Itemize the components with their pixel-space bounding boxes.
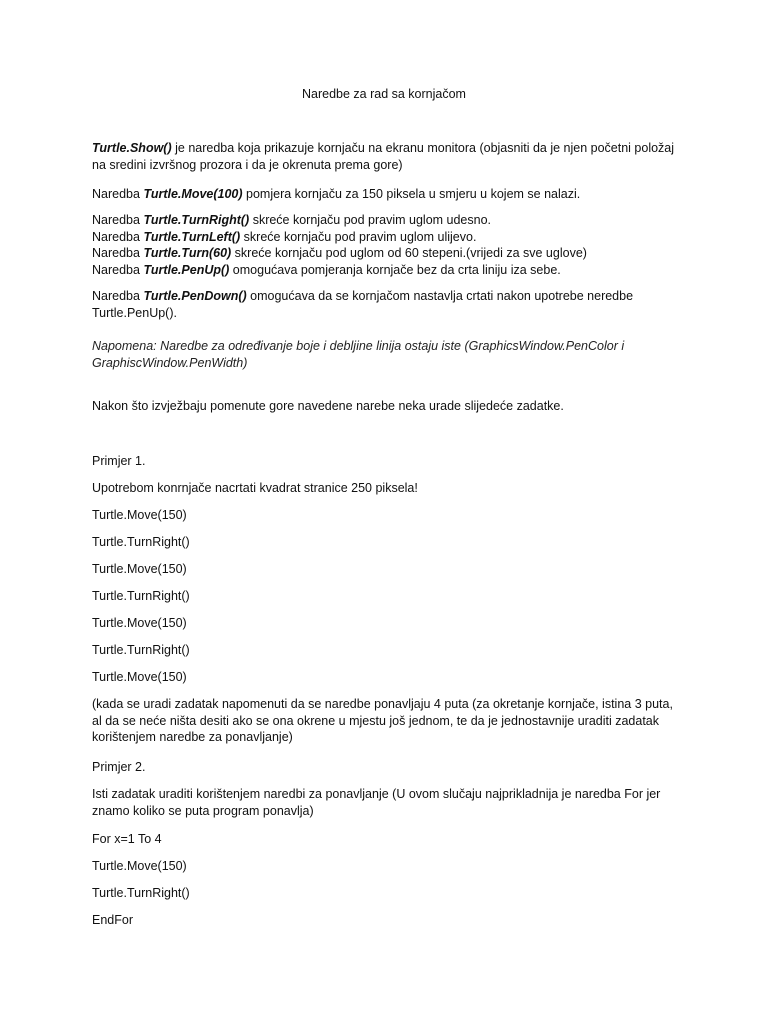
- code-line: Turtle.TurnRight(): [92, 535, 190, 549]
- code-line: Turtle.Move(150): [92, 562, 187, 576]
- example1-comment: (kada se uradi zadatak napomenuti da se naredbe ponavljaju 4 puta (za okretanje kornjače, istina 3 puta, al da se neće ništa desiti ako se ona okrene u mjestu još jednom, te da je jednostavnije uraditi zadatak korištenjem naredbe za ponavljanje): [92, 697, 673, 744]
- note-paragraph: Napomena: Naredbe za određivanje boje i debljine linija ostaju iste (GraphicsWindow.PenColor i GraphiscWindow.PenWidth): [92, 339, 625, 370]
- code-line: Turtle.TurnRight(): [92, 589, 190, 603]
- show-description: je naredba koja prikazuje kornjaču na ekranu monitora (objasniti da je njen početni položaj na sredini izvršnog prozora i da je okrenuta prema gore): [92, 141, 675, 172]
- example2-task: Isti zadatak uraditi korištenjem naredbi za ponavljanje (U ovom slučaju najprikladnija je naredba For jer znamo koliko se puta program ponavlja): [92, 787, 661, 818]
- example1-task: Upotrebom konrnjače nacrtati kvadrat stranice 250 piksela!: [92, 481, 418, 495]
- page-title: Naredbe za rad sa kornjačom: [302, 87, 466, 101]
- move-command: Turtle.Move(100): [143, 187, 243, 201]
- practice-paragraph: Nakon što izvježbaju pomenute gore navedene narebe neka urade slijedeće zadatke.: [92, 399, 564, 413]
- code-line: For x=1 To 4: [92, 832, 162, 846]
- code-line: Turtle.Move(150): [92, 616, 187, 630]
- turn-line: Naredba Turtle.TurnRight() skreće kornjaču pod pravim uglom udesno.: [92, 213, 492, 227]
- code-line: Turtle.TurnRight(): [92, 886, 190, 900]
- example2-heading: Primjer 2.: [92, 760, 146, 774]
- intro-paragraph: [92, 140, 682, 173]
- code-line: Turtle.Move(150): [92, 508, 187, 522]
- move-paragraph: Naredba Turtle.Move(100) pomjera kornjaču za 150 piksela u smjeru u kojem se nalazi.: [92, 187, 581, 201]
- turn-paragraph: [92, 212, 682, 278]
- pendown-paragraph: Naredba Turtle.PenDown() omogućava da se kornjačom nastavlja crtati nakon upotrebe neredbe Turtle.PenUp().: [92, 289, 634, 320]
- turn-line: Naredba Turtle.Turn(60) skreće kornjaču pod uglom od 60 stepeni.(vrijedi za sve uglove): [92, 246, 587, 260]
- code-line: Turtle.Move(150): [92, 859, 187, 873]
- show-command: Turtle.Show(): [92, 141, 172, 155]
- code-line: Turtle.TurnRight(): [92, 643, 190, 657]
- pendown-command: Turtle.PenDown(): [143, 289, 247, 303]
- code-line: EndFor: [92, 913, 133, 927]
- turn-line: Naredba Turtle.PenUp() omogućava pomjeranja kornjače bez da crta liniju iza sebe.: [92, 262, 561, 277]
- turn-line: Naredba Turtle.TurnLeft() skreće kornjaču pod pravim uglom ulijevo.: [92, 229, 477, 244]
- example1-heading: Primjer 1.: [92, 454, 146, 468]
- code-line: Turtle.Move(150): [92, 670, 187, 684]
